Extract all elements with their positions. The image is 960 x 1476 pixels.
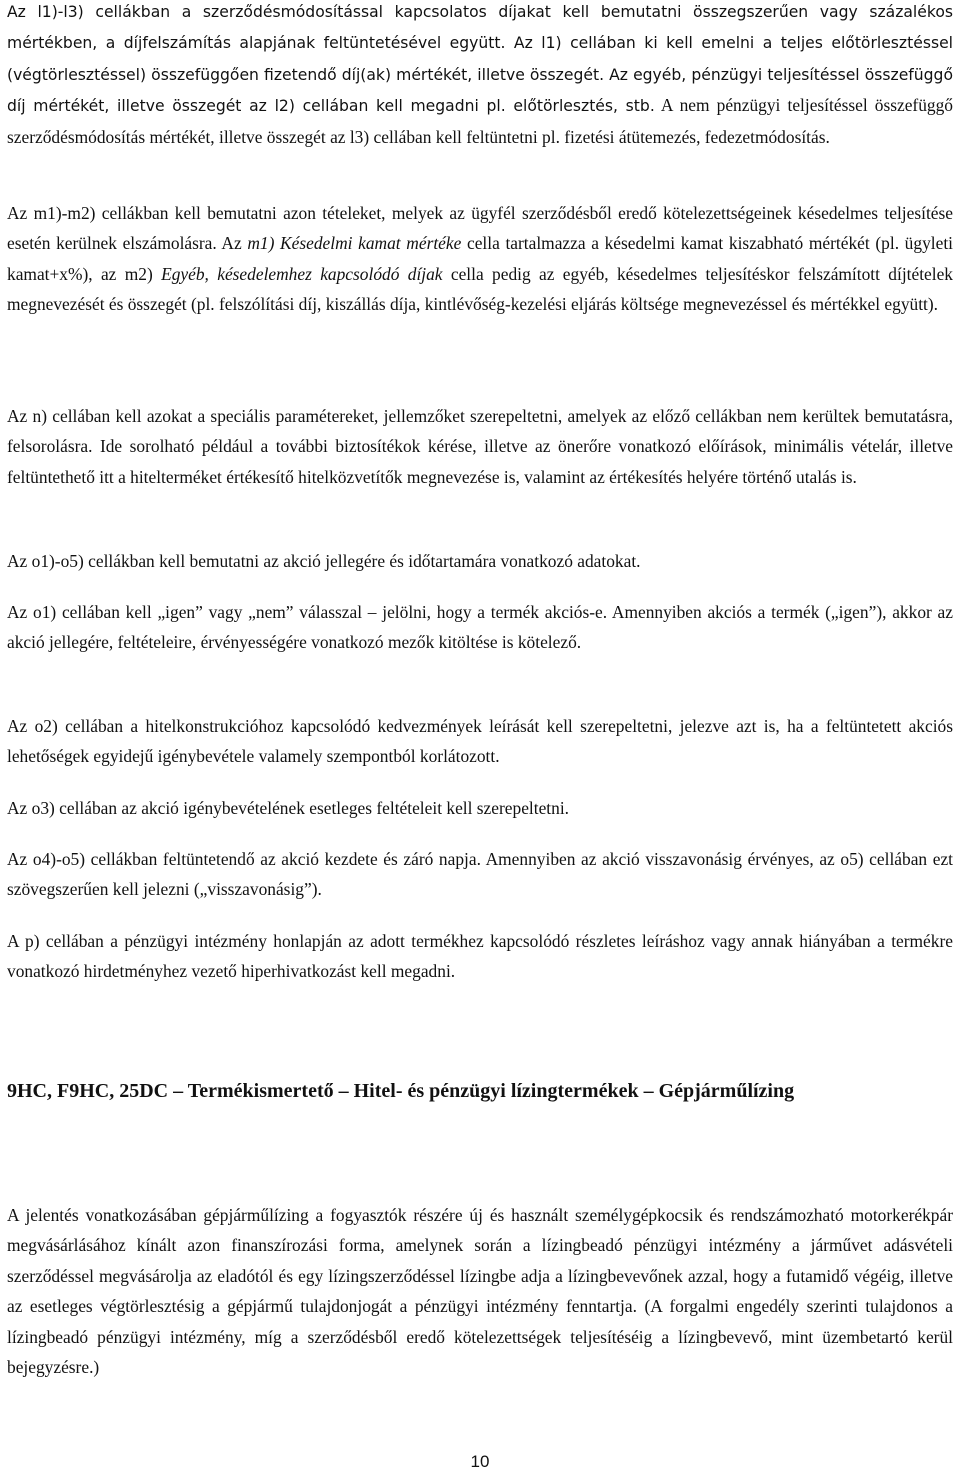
paragraph-definition: A jelentés vonatkozásában gépjárműlízing a fogyasztók részére új és használt személygépkocsik és rendszámozható motorkerékpár megvásárlásához kínált azon finanszírozási forma, amelynek során a lízingbeadó pénzügyi intézmény a járművet adásvételi szerződéssel megvásárolja az eladótól és egy lízingszerződéssel lízingbe adja a lízingbevevőnek azzal, hogy a futamidő végéig, illetve az esetleges végtörlesztésig a gépjármű tulajdonjogát a pénzügyi intézmény fenntartja. (A forgalmi engedély szerinti tulajdonos a lízingbeadó pénzügyi intézmény, míg a szerződésből eredő kötelezettségek teljesítéséig a lízingbevevő, mint üzembetartó kerül bejegyzésre.): [7, 1205, 953, 1378]
paragraph-o4-o5: Az o4)-o5) cellákban feltüntetendő az akció kezdete és záró napja. Amennyiben az akció visszavonásig érvényes, az o5) cellában ezt szövegszerűen kell jelezni („visszavonásig”).: [7, 849, 953, 900]
paragraph-promotion-cells: Az o1)-o5) cellákban kell bemutatni az akció jellegére és időtartamára vonatkozó adatokat.: [7, 551, 641, 571]
italic-term: Egyéb, késedelemhez kapcsolódó díjak: [161, 263, 443, 284]
paragraph-text: cella pedig az egyéb, késedelmes teljesítéskor felszámított díjtételek megnevezését és összegét (pl. felszólítási díj, kiszállás díja, kintlévőség-kezelési eljárás költsége megnevezéssel és mértékkel együtt).: [7, 263, 953, 315]
paragraph-text: Az l1)-l3) cellákban a szerződésmódosítással kapcsolatos díjakat kell bemutatni összegszerűen vagy százalékos mértékben, a díjfelszámítás alapjának feltüntetésével együtt. Az l1) cellában ki kell emelni a teljes előtörlesztéssel (végtörlesztéssel) összefüggően fizetendő díj(ak) mértékét, illetve összegét. Az egyéb, pénzügyi teljesítéssel összefüggő díj mértékét, illetve összegét az l2) cellában kell megadni pl. előtörlesztés, stb.: [7, 3, 953, 116]
page-number: 10: [470, 1452, 490, 1471]
paragraph-o2: Az o2) cellában a hitelkonstrukcióhoz kapcsolódó kedvezmények leírását kell szerepeltetni, jelezve azt is, ha a feltüntetett akciós lehetőségek egyidejű igénybevétele valamely szempontból korlátozott.: [7, 716, 953, 767]
paragraph-text: cella tartalmazza a késedelmi kamat kiszabható mértékét (pl. ügyleti kamat+x%), az m2): [7, 233, 953, 284]
paragraph-text: A nem pénzügyi teljesítéssel összefüggő szerződésmódosítás mértékét, illetve összegét az l3) cellában kell feltüntetni pl. fizetési átütemezés, fedezetmódosítás.: [7, 95, 953, 147]
paragraph-special-parameters: Az n) cellában kell azokat a speciális paramétereket, jellemzőket szerepeltetni, amelyek az előző cellákban nem kerültek bemutatásra, felsorolásra. Ide sorolható például a további biztosítékok kérése, illetve az önerőre vonatkozó előírások, minimális vételár, illetve feltüntethető itt a hitelterméket értékesítő hitelközvetítők megnevezése is, valamint az értékesítés helyére történő utalás is.: [7, 406, 953, 487]
paragraph-p-cell: A p) cellában a pénzügyi intézmény honlapján az adott termékhez kapcsolódó részletes leíráshoz vagy annak hiányában a termékre vonatkozó hirdetményhez vezető hiperhivatkozást kell megadni.: [7, 931, 953, 982]
paragraph-o3: Az o3) cellában az akció igénybevételének esetleges feltételeit kell szerepeltetni.: [7, 798, 570, 818]
paragraph-late-payment: [7, 198, 953, 320]
italic-term: m1) Késedelmi kamat mértéke: [247, 233, 462, 254]
paragraph-fee-modification: [7, 0, 953, 152]
paragraph-o1: Az o1) cellában kell „igen” vagy „nem” válasszal – jelölni, hogy a termék akciós-e. Amennyiben akciós a termék („igen”), akkor az akció jellegére, feltételeire, érvényességére vonatkozó mezők kitöltése is kötelező.: [7, 602, 953, 653]
paragraph-text: Az m1)-m2) cellákban kell bemutatni azon tételeket, melyek az ügyfél szerződésből eredő kötelezettségeinek késedelmes teljesítése esetén kerülnek elszámolásra. Az: [7, 203, 953, 254]
section-heading: 9HC, F9HC, 25DC – Termékismertető – Hitel- és pénzügyi lízingtermékek – Gépjárműlízing: [7, 1080, 795, 1102]
